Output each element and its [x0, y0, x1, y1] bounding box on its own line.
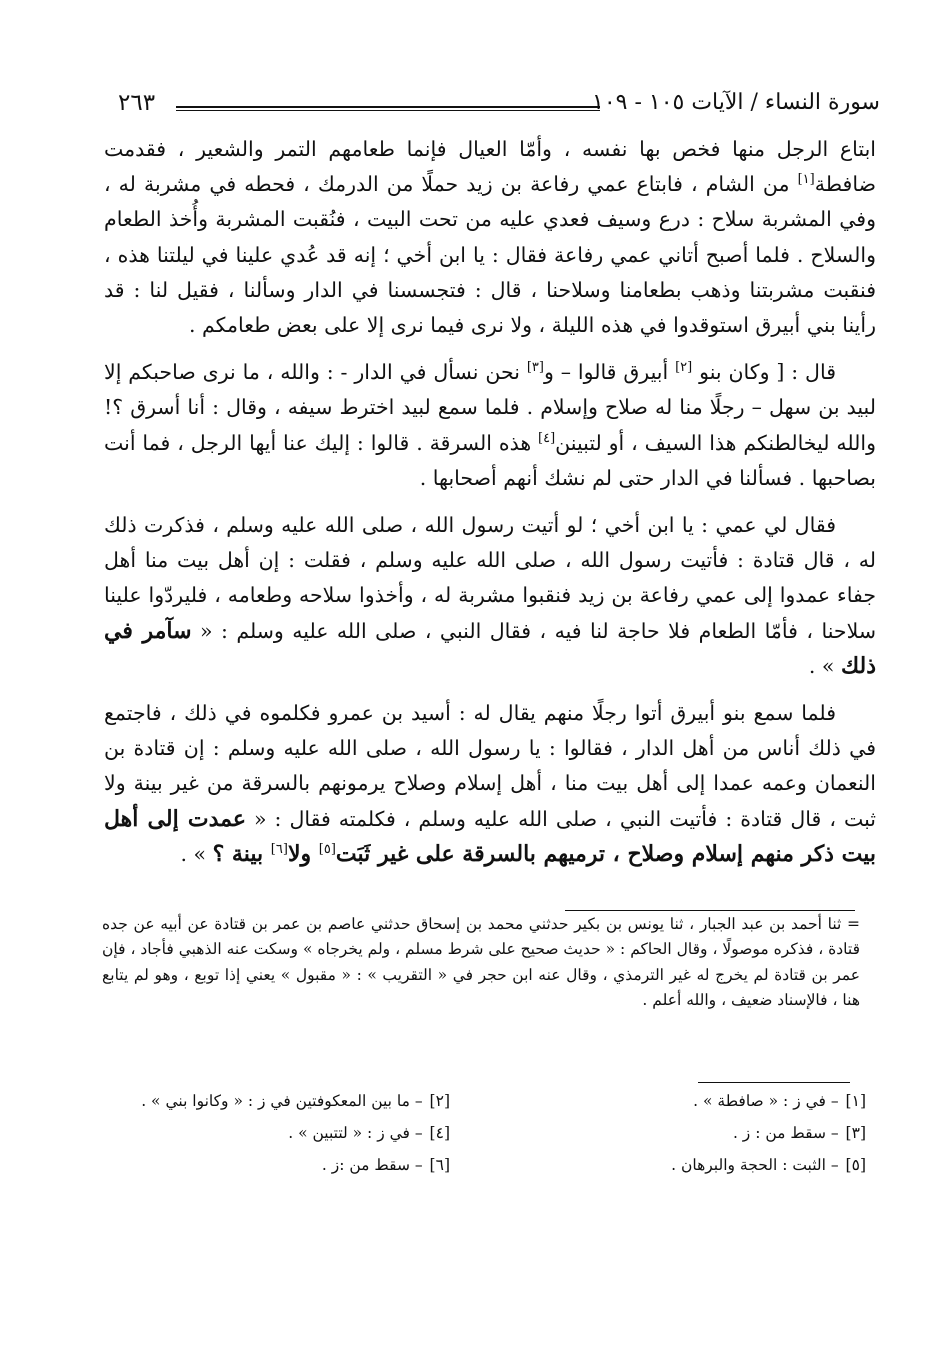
- note-4: [70, 1117, 450, 1149]
- text-run: » .: [180, 841, 213, 866]
- page-number: ٢٦٣: [118, 90, 156, 116]
- note-text: – سقط من : ز .: [732, 1124, 844, 1142]
- note-6: [70, 1149, 450, 1181]
- footnote-rule: [565, 910, 855, 911]
- note-mark: [١]: [845, 1092, 866, 1110]
- note-mark: [٣]: [845, 1124, 866, 1142]
- text-run: نحن نسأل في الدار - : والله ، ما نرى صاحبكم إلا لبيد بن سهل – رجلًا منا له صلاح وإسلام . فلما سمع لبيد اخترط سيفه ، وقال : أنا أسرق ؟! والله ليخالطنكم هذا السيف ، أو لتبينن: [104, 360, 876, 455]
- paragraph-2: [104, 355, 876, 496]
- footnote-ref-4: [٤]: [538, 430, 556, 446]
- footnote-text: = ثنا أحمد بن عبد الجبار ، ثنا يونس بن بكير حدثني محمد بن إسحاق حدثني عاصم بن عمر بن قتادة عن أبيه عن جده قتادة ، فذكره موصولًا ، وقال الحاكم : « حديث صحيح على شرط مسلم ، ولم يخرجاه » وسكت عنه الذهبي فأجاد ، فإن عمر بن قتادة لم يخرج له غير الترمذي ، وقال عنه ابن حجر في « التقريب » : « مقبول » يعني إذا توبع ، وهو لم يتابع هنا ، فالإسناد ضعيف ، والله أعلم .: [102, 915, 860, 1009]
- prophet-quote: عمدت إلى أهل بيت ذكر منهم إسلام وصلاح ، ترميهم بالسرقة على غير ثَبَت: [104, 805, 876, 867]
- text-run: فلما سمع بنو أبيرق أتوا رجلًا منهم يقال له : أسيد بن عمرو فكلموه في ذلك ، فاجتمع في ذلك أناس من أهل الدار ، فقالوا : يا رسول الله ، صلى الله عليه وسلم : إن قتادة بن النعمان وعمه عمدا إلى أهل بيت منا ، أهل إسلام وصلاح يرمونهم بالسرقة من غير بينة ولا ثبت ، قال قتادة : فأتيت النبي ، صلى الله عليه وسلم ، فكلمته فقال : «: [104, 701, 876, 831]
- note-3: [566, 1117, 866, 1149]
- running-title: سورة النساء / الآيات ١٠٥ - ١٠٩: [592, 90, 880, 115]
- note-mark: [٢]: [429, 1092, 450, 1110]
- paragraph-3: [104, 508, 876, 684]
- prophet-quote: سآمر في ذلك: [104, 617, 876, 679]
- note-mark: [٦]: [429, 1156, 450, 1174]
- footnote-ref-5: [٥]: [318, 842, 336, 858]
- paragraph-4: [104, 696, 876, 872]
- text-run: من الشام ، فابتاع عمي رفاعة بن زيد حملًا من الدرمك ، فحطه في مشربة له ، وفي المشربة سلاح : درع وسيف فعدي عليه من تحت البيت ، فنُقبت المشربة وأُخذ الطعام والسلاح . فلما أصبح أتاني عمي رفاعة فقال : يا ابن أخي ؛ إنه قد عُدي علينا في ليلتنا هذه ، فنقبت مشربتنا وذهب بطعامنا وسلاحنا ، قال : فتجسسنا في الدار وسألنا ، فقيل لنا : قد رأينا بني أبيرق استوقدوا في هذه الليلة ، ولا نرى فيما نرى إلا على بعض طعامكم .: [104, 172, 876, 338]
- note-text: – الثبت : الحجة والبرهان .: [671, 1156, 844, 1174]
- text-run: فقال لي عمي : يا ابن أخي ؛ لو أتيت رسول الله ، صلى الله عليه وسلم ، فذكرت ذلك له ، قال قتادة : فأتيت رسول الله ، صلى الله عليه وسلم ، فقلت : إن أهل بيت منا أهل جفاء عمدوا إلى عمي رفاعة بن زيد فنقبوا مشربة له ، وأخذوا سلاحه وطعامه ، فليردّوا علينا سلاحنا ، فأمّا الطعام فلا حاجة لنا فيه ، فقال النبي ، صلى الله عليه وسلم : «: [104, 513, 876, 643]
- note-text: – في ز : « لتتبين » .: [288, 1124, 428, 1142]
- note-text: – في ز : « صافطة » .: [693, 1092, 844, 1110]
- paragraph-1: [104, 132, 876, 343]
- notes-column-right: [566, 1085, 866, 1181]
- text-run: قال : [ وكان بنو: [692, 360, 836, 385]
- text-run: أبيرق قالوا – و: [543, 360, 676, 385]
- note-text: – ما بين المعكوفتين في ز : « وكانوا بني » .: [141, 1092, 428, 1110]
- text-run: ابتاع الرجل منها فخص بها نفسه ، وأمّا العيال فإنما طعامهم التمر والشعير ، فقدمت ضافطة: [104, 137, 876, 197]
- note-5: [566, 1149, 866, 1181]
- text-run: هذه السرقة . قالوا : إليك عنا أيها الرجل ، فما أنت بصاحبها . فسألنا في الدار حتى لم نشك أنهم أصحابها .: [104, 430, 876, 490]
- note-2: [70, 1085, 450, 1117]
- footnote-ref-1: [١]: [797, 172, 815, 188]
- note-text: – سقط من :ز .: [321, 1156, 428, 1174]
- notes-column-left: [70, 1085, 450, 1181]
- prophet-quote: ولا: [287, 840, 319, 867]
- text-run: » .: [808, 653, 841, 678]
- page-header: [100, 84, 880, 124]
- header-rule: [176, 106, 600, 111]
- notes-rule: [698, 1082, 850, 1083]
- note-1: [566, 1085, 866, 1117]
- footnote-continuation: [102, 912, 860, 1013]
- footnote-ref-3: [٣]: [526, 360, 544, 376]
- footnote-ref-2: [٢]: [675, 360, 693, 376]
- prophet-quote: بينة ؟: [212, 840, 271, 867]
- footnote-ref-6: [٦]: [270, 842, 288, 858]
- note-mark: [٤]: [429, 1124, 450, 1142]
- note-mark: [٥]: [845, 1156, 866, 1174]
- main-text: [104, 132, 876, 872]
